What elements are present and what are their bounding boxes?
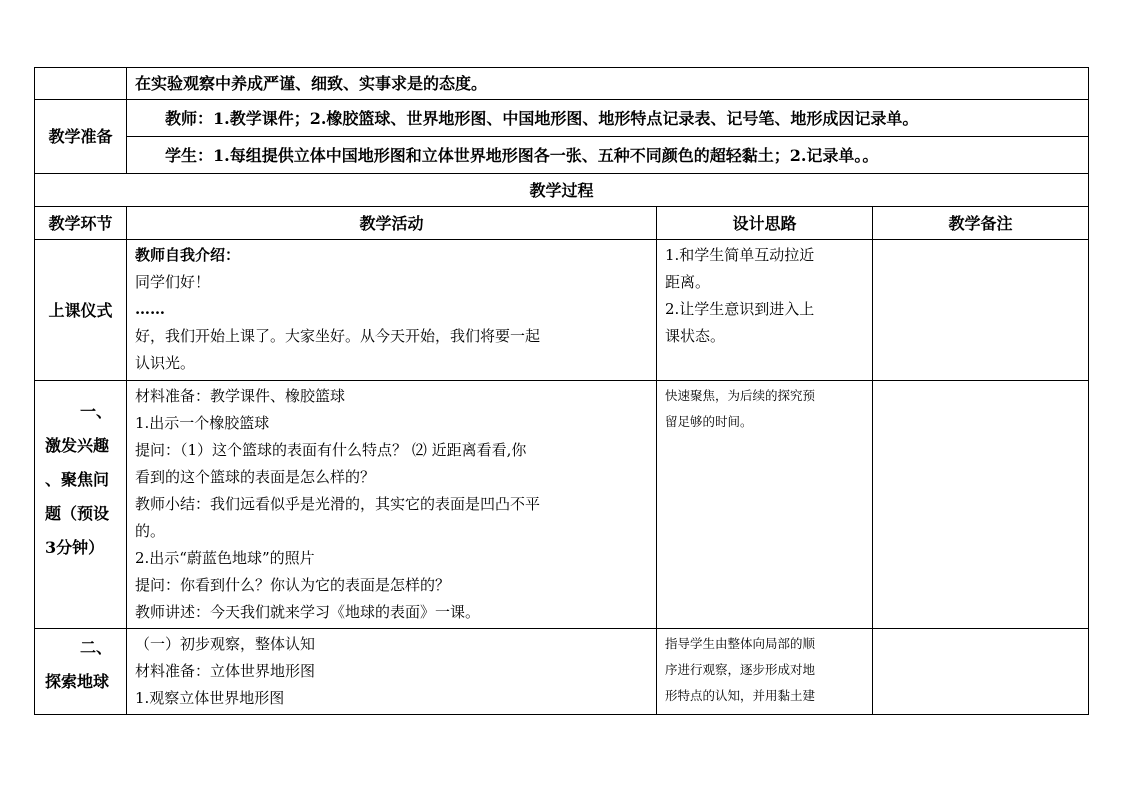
objectives-label-cell (35, 68, 127, 100)
design-line: 指导学生由整体向局部的顺 (665, 636, 816, 651)
objectives-row (35, 68, 1089, 100)
design-line: 留足够的时间。 (665, 414, 753, 429)
process-title: 教学过程 (35, 174, 1089, 207)
stage-label: 二、 (79, 638, 112, 657)
stage-cell (35, 381, 127, 629)
preparation-student: 学生：1.每组提供立体中国地形图和立体世界地形图各一张、五种不同颜色的超轻黏土；2.记录单。。 (127, 137, 1089, 174)
activity-line: 教师小结：我们远看似乎是光滑的，其实它的表面是凹凸不平 (135, 495, 541, 513)
process-title-row (35, 174, 1089, 207)
design-line: 形特点的认知，并用黏土建 (665, 688, 816, 703)
stage-label: 、聚焦问 (45, 470, 110, 489)
design-cell (657, 240, 873, 381)
preparation-label: 教学准备 (35, 100, 127, 174)
design-line: 距离。 (665, 273, 711, 291)
design-cell (657, 381, 873, 629)
activity-line: 看到的这个篮球的表面是怎么样的？ (135, 468, 376, 486)
stage-label: 一、 (79, 402, 112, 421)
design-line: 2.让学生意识到进入上 (665, 300, 815, 318)
activity-line: 2.出示“蔚蓝色地球”的照片 (135, 549, 315, 567)
activity-line: 提问：你看到什么？你认为它的表面是怎样的？ (135, 576, 451, 594)
activity-line: 提问：（1）这个篮球的表面有什么特点？ ⑵ 近距离看看,你 (135, 441, 527, 459)
activity-line: 1.出示一个橡胶篮球 (135, 414, 270, 432)
stage-label: 探索地球 (45, 672, 110, 691)
activity-line: 教师自我介绍： (135, 246, 241, 264)
activity-line: 材料准备：教学课件、橡胶篮球 (135, 387, 346, 405)
design-line: 序进行观察，逐步形成对地 (665, 662, 816, 677)
activity-line: 同学们好！ (135, 273, 211, 291)
activity-line: 1.观察立体世界地形图 (135, 689, 285, 707)
header-activity: 教学活动 (127, 207, 657, 240)
activity-line: 教师讲述：今天我们就来学习《地球的表面》一课。 (135, 603, 481, 621)
header-row (35, 207, 1089, 240)
design-line: 1.和学生简单互动拉近 (665, 246, 815, 264)
design-line: 课状态。 (665, 327, 726, 345)
notes-cell (873, 381, 1089, 629)
activity-cell (127, 240, 657, 381)
objectives-text: 在实验观察中养成严谨、细致、实事求是的态度。 (127, 68, 1089, 100)
stage-label: 激发兴趣 (45, 436, 110, 455)
activity-line: 好，我们开始上课了。大家坐好。从今天开始，我们将要一起 (135, 327, 541, 345)
table-row (35, 381, 1089, 629)
activity-cell (127, 381, 657, 629)
header-notes: 教学备注 (873, 207, 1089, 240)
stage-label: 上课仪式 (48, 300, 113, 320)
stage-cell (35, 629, 127, 715)
lesson-plan-table (34, 67, 1089, 715)
table-row (35, 629, 1089, 715)
notes-cell (873, 240, 1089, 381)
preparation-student-row (35, 137, 1089, 174)
activity-line: （一）初步观察，整体认知 (135, 635, 316, 653)
table-row (35, 240, 1089, 381)
preparation-teacher: 教师：1.教学课件；2.橡胶篮球、世界地形图、中国地形图、地形特点记录表、记号笔、地形成因记录单。 (127, 100, 1089, 137)
stage-cell (35, 240, 127, 381)
header-design: 设计思路 (657, 207, 873, 240)
activity-line: 材料准备：立体世界地形图 (135, 662, 316, 680)
header-stage: 教学环节 (35, 207, 127, 240)
stage-label: 题（预设 (45, 504, 110, 523)
stage-label: 3分钟） (45, 538, 105, 557)
activity-line: …… (135, 300, 165, 318)
design-line: 快速聚焦，为后续的探究预 (665, 388, 816, 403)
design-cell (657, 629, 873, 715)
preparation-teacher-row (35, 100, 1089, 137)
activity-line: 认识光。 (135, 354, 196, 372)
notes-cell (873, 629, 1089, 715)
activity-cell (127, 629, 657, 715)
activity-line: 的。 (135, 522, 166, 540)
lesson-plan-page (34, 67, 1088, 715)
